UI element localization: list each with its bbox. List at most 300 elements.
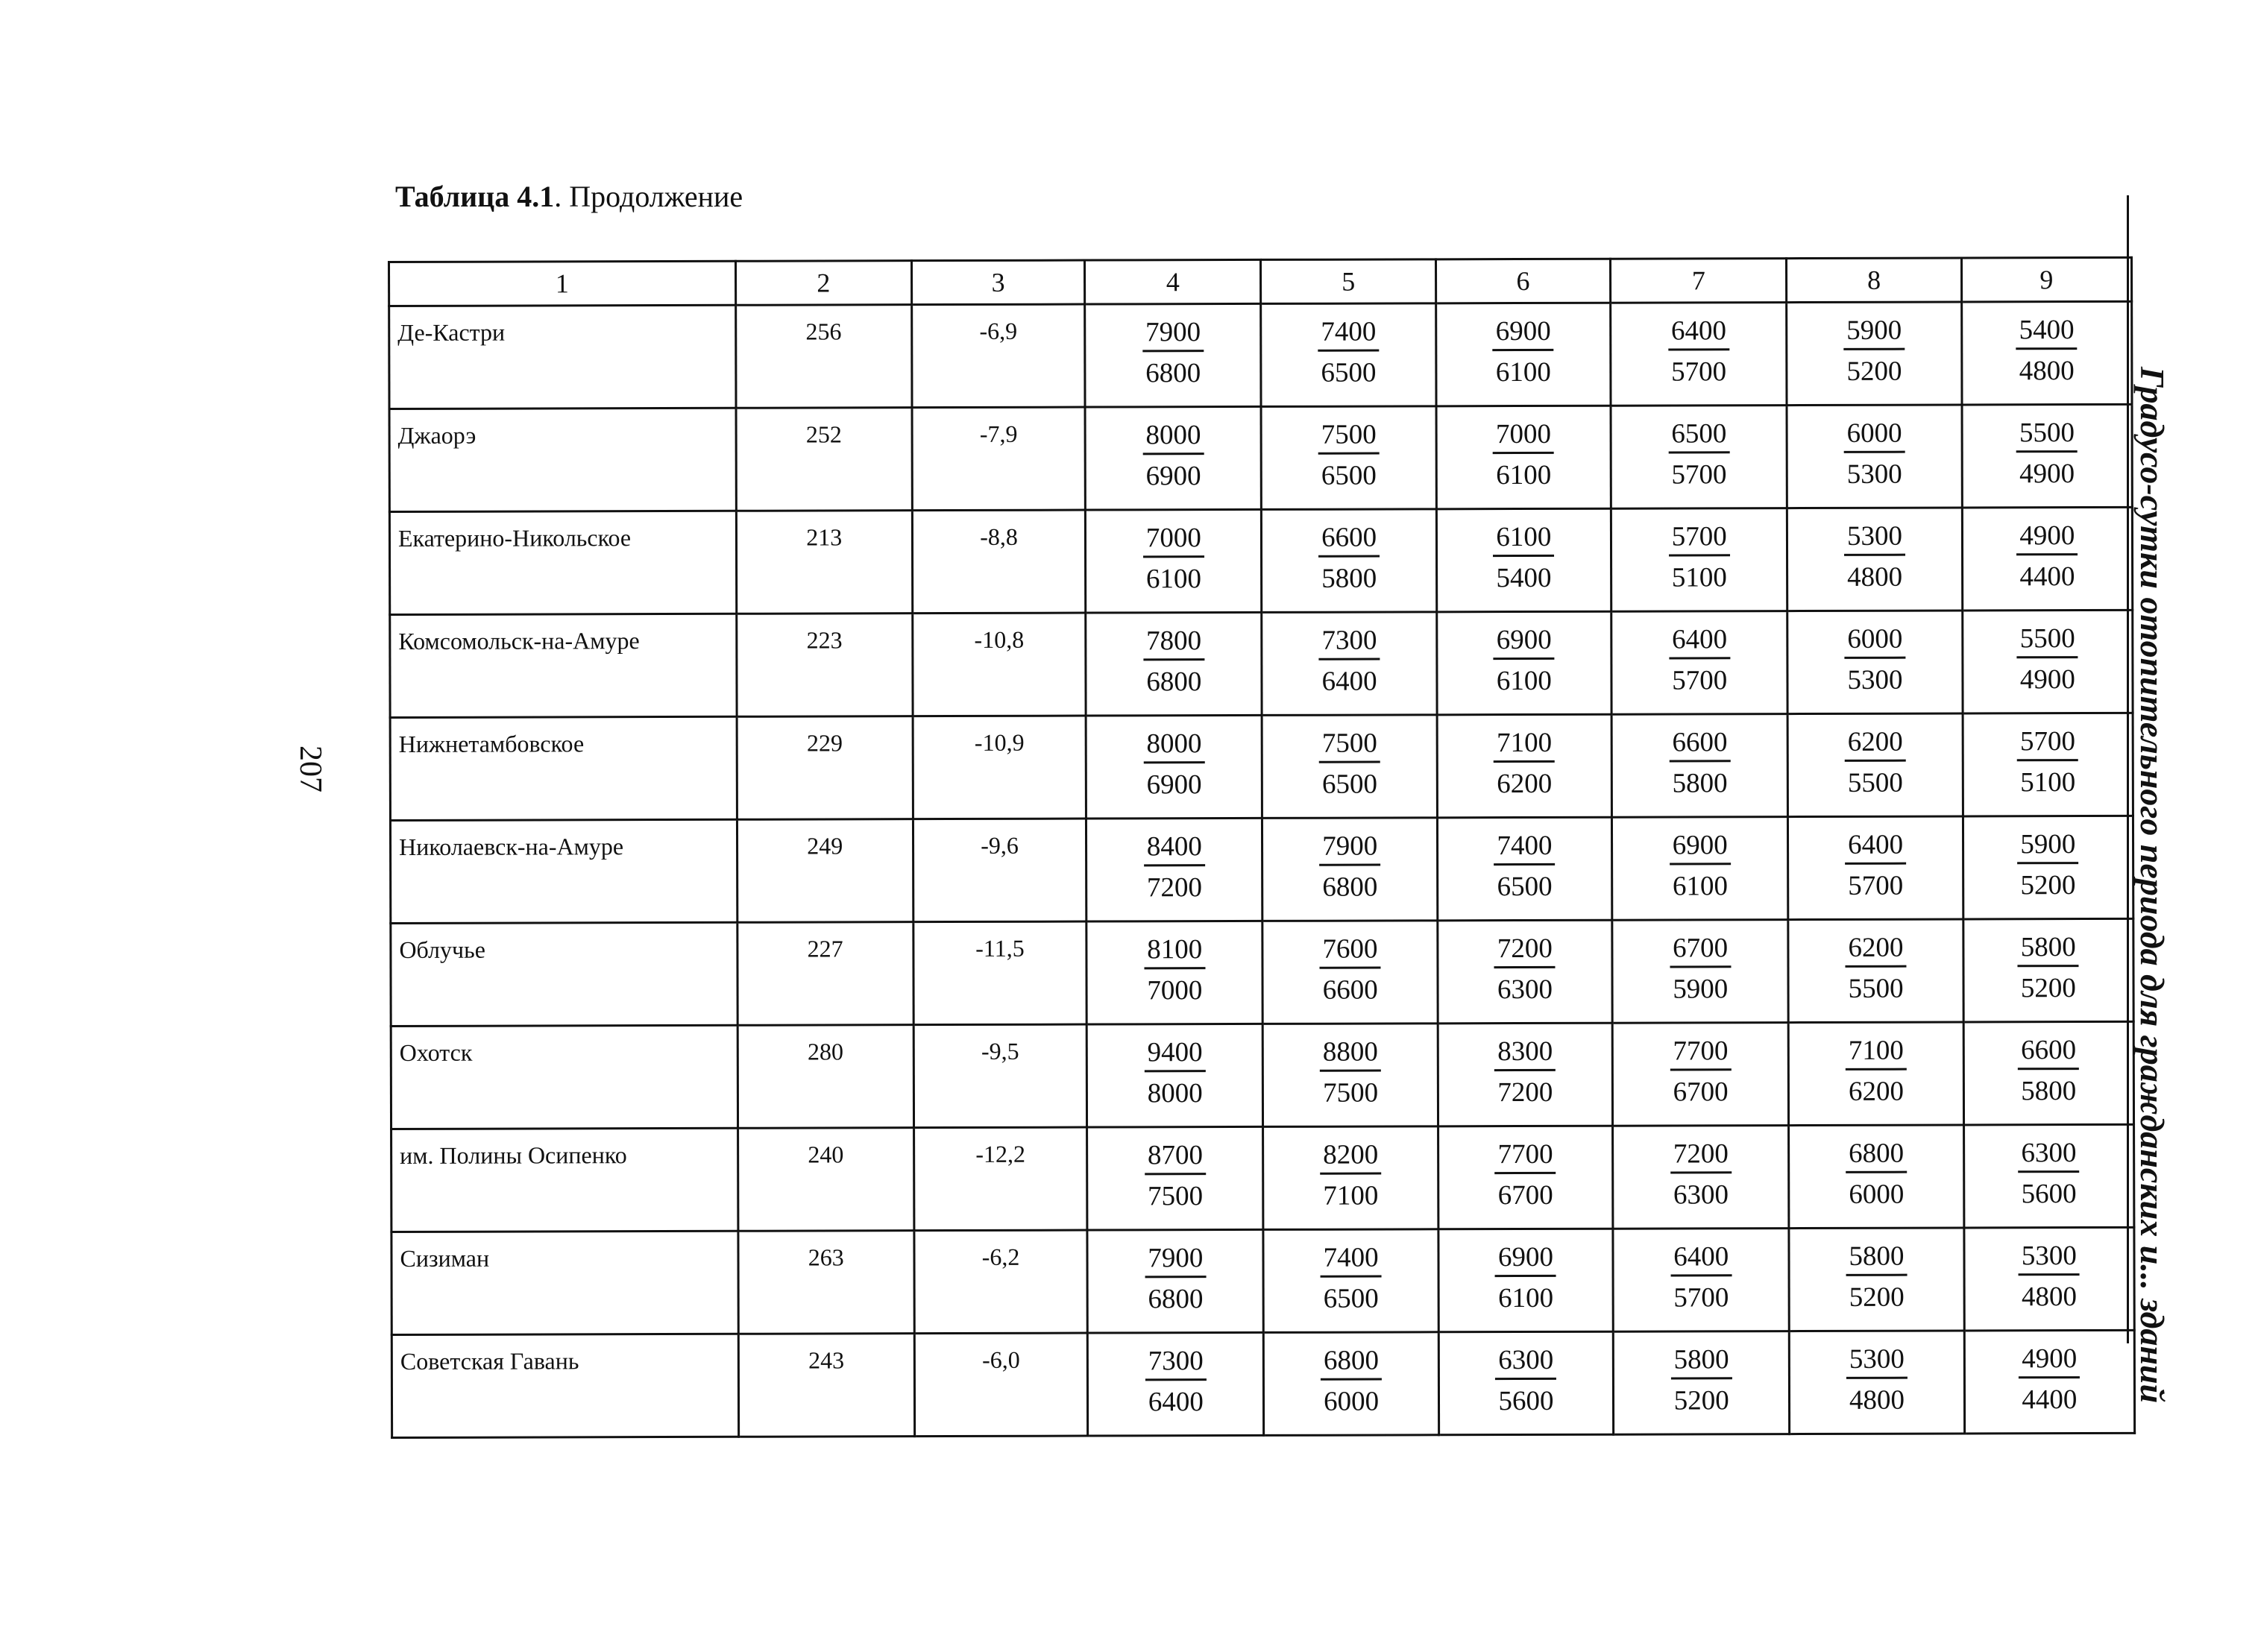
fraction-denominator: 5100 (2020, 767, 2076, 798)
fraction (1846, 1137, 1907, 1212)
degree-days-cell (1438, 1229, 1614, 1332)
degree-days-cell (1962, 507, 2133, 611)
fraction (1669, 622, 1730, 698)
fraction (1669, 725, 1730, 801)
temperature-cell: -6,2 (914, 1230, 1088, 1334)
column-header-7: 7 (1611, 259, 1787, 303)
degree-days-cell (1436, 508, 1611, 612)
fraction (1320, 1035, 1381, 1111)
fraction-numerator: 8800 (1320, 1035, 1381, 1072)
degree-days-cell (1263, 1126, 1438, 1230)
degree-days-cell (1961, 301, 2132, 405)
duration-cell: 213 (736, 511, 913, 614)
fraction (1845, 931, 1906, 1006)
settlement-name: им. Полины Осипенко (391, 1128, 738, 1232)
fraction-numerator: 5300 (1844, 520, 1905, 556)
fraction (2017, 827, 2078, 903)
table-header-row (389, 257, 2132, 306)
fraction (1670, 1034, 1731, 1109)
fraction-denominator: 5100 (1671, 562, 1727, 593)
column-header-9: 9 (1961, 257, 2131, 302)
fraction-denominator: 6500 (1321, 357, 1377, 388)
table-row (389, 404, 2132, 511)
fraction-numerator: 5400 (2016, 313, 2078, 350)
fraction-numerator: 9400 (1145, 1035, 1206, 1072)
fraction (2016, 519, 2078, 594)
fraction-numerator: 7400 (1318, 315, 1379, 352)
fraction-numerator: 6100 (1493, 520, 1554, 557)
degree-days-cell (1963, 1124, 2134, 1228)
settlement-name: Джаорэ (389, 408, 736, 511)
table-body (389, 257, 2135, 1437)
degree-days-cell (1787, 302, 1962, 406)
settlement-name: Советская Гавань (391, 1334, 738, 1437)
fraction-denominator: 7500 (1148, 1181, 1204, 1212)
degree-days-cell (1435, 303, 1611, 406)
fraction-numerator: 6800 (1846, 1137, 1907, 1173)
fraction-denominator: 6900 (1146, 769, 1202, 801)
fraction (1495, 1240, 1556, 1316)
fraction-numerator: 7700 (1670, 1034, 1731, 1071)
fraction (1845, 828, 1906, 904)
fraction-denominator: 6100 (1495, 356, 1551, 388)
duration-cell: 243 (738, 1334, 915, 1437)
fraction-numerator: 7200 (1670, 1137, 1732, 1173)
fraction-denominator: 7500 (1322, 1077, 1379, 1109)
fraction (1145, 1035, 1206, 1111)
fraction (2019, 1239, 2080, 1314)
fraction-denominator: 6800 (1146, 666, 1202, 698)
duration-cell: 263 (737, 1231, 914, 1334)
degree-days-cell (1086, 1024, 1263, 1127)
temperature-cell: -10,9 (913, 716, 1086, 819)
fraction-denominator: 4400 (2022, 1384, 2078, 1416)
settlement-name: Нижнетамбовское (390, 716, 737, 820)
fraction-denominator: 7100 (1323, 1180, 1379, 1211)
degree-days-cell (1611, 508, 1787, 612)
fraction (1145, 1241, 1206, 1317)
degree-days-cell (1438, 1331, 1614, 1435)
table-caption (395, 179, 743, 214)
fraction-denominator: 6300 (1673, 1179, 1729, 1211)
degree-days-cell (1612, 920, 1789, 1024)
fraction-numerator: 7900 (1319, 830, 1380, 866)
fraction-numerator: 6300 (1495, 1343, 1556, 1380)
fraction-numerator: 6800 (1321, 1344, 1382, 1381)
fraction (1494, 829, 1555, 904)
degree-days-cell (1087, 1126, 1264, 1230)
fraction-denominator: 7200 (1497, 1076, 1553, 1109)
degree-days-cell (1438, 920, 1613, 1024)
fraction-denominator: 6600 (1322, 974, 1378, 1006)
fraction-numerator: 6900 (1495, 1240, 1556, 1277)
fraction-denominator: 5700 (1671, 356, 1727, 388)
fraction (1846, 1343, 1908, 1418)
degree-days-cell (1787, 611, 1963, 714)
degree-days-cell (1787, 508, 1963, 611)
degree-days-cell (1963, 1021, 2134, 1125)
fraction-numerator: 7300 (1145, 1344, 1207, 1381)
degree-days-cell (1963, 713, 2133, 816)
fraction-numerator: 5500 (2017, 622, 2078, 658)
fraction-numerator: 6400 (1668, 314, 1729, 350)
degree-days-cell (1963, 816, 2133, 919)
column-header-6: 6 (1435, 259, 1610, 303)
fraction (2017, 622, 2078, 697)
table-row (391, 1227, 2134, 1334)
temperature-cell: -7,9 (912, 407, 1086, 511)
fraction (2017, 725, 2078, 800)
fraction-denominator: 6500 (1497, 871, 1553, 903)
fraction-numerator: 6400 (1845, 828, 1906, 865)
fraction-numerator: 7900 (1145, 1241, 1206, 1278)
fraction-numerator: 6200 (1845, 725, 1906, 762)
degree-days-cell (1789, 1125, 1964, 1229)
fraction-denominator: 4900 (2019, 458, 2075, 490)
degree-days-cell (1789, 1228, 1964, 1331)
duration-cell: 280 (737, 1025, 914, 1129)
degree-days-cell (1086, 818, 1263, 921)
fraction (1319, 933, 1380, 1008)
fraction (1846, 1034, 1907, 1109)
fraction (1844, 622, 1905, 698)
fraction-numerator: 5900 (2017, 827, 2078, 864)
degree-days-cell (1963, 918, 2133, 1022)
fraction-numerator: 7200 (1494, 932, 1556, 968)
fraction-denominator: 6100 (1496, 459, 1552, 491)
fraction-numerator: 5800 (2018, 930, 2079, 967)
fraction-numerator: 6000 (1844, 622, 1905, 659)
fraction-denominator: 6000 (1849, 1179, 1905, 1210)
table-caption-number: Таблица 4.1 (395, 180, 555, 213)
fraction-denominator: 4900 (2019, 664, 2075, 696)
fraction-denominator: 5800 (1672, 768, 1728, 799)
temperature-cell: -12,2 (913, 1127, 1087, 1231)
fraction-numerator: 7100 (1846, 1034, 1907, 1071)
degree-days-cell (1263, 1229, 1438, 1333)
column-header-4: 4 (1085, 259, 1261, 304)
fraction-numerator: 7600 (1319, 933, 1380, 969)
fraction (1318, 418, 1380, 494)
fraction (1318, 624, 1380, 699)
degree-days-cell (1788, 816, 1963, 920)
degree-days-cell (1613, 1331, 1790, 1435)
fraction (1670, 828, 1731, 904)
fraction (1494, 726, 1555, 801)
degree-days-cell (1262, 921, 1438, 1024)
degree-days-cell (1962, 610, 2133, 713)
fraction-denominator: 6100 (1672, 871, 1728, 902)
duration-cell: 240 (737, 1128, 914, 1232)
table-row (390, 816, 2133, 923)
temperature-cell: -10,8 (913, 613, 1086, 716)
data-table (388, 256, 2136, 1439)
degree-days-cell (1087, 1229, 1264, 1333)
fraction (1846, 1240, 1907, 1315)
fraction-denominator: 5700 (1673, 1282, 1729, 1314)
fraction (1321, 1344, 1382, 1419)
degree-days-cell (1437, 714, 1612, 818)
degree-days-cell (1087, 1332, 1264, 1436)
fraction-denominator: 6900 (1145, 461, 1201, 492)
running-head-text: Градусо-сутки отопительного периода для гражданских и... зданий (2133, 367, 2171, 1404)
settlement-name: Екатерино-Никольское (389, 511, 736, 614)
fraction (1493, 315, 1554, 390)
fraction (1494, 1138, 1556, 1213)
fraction-denominator: 6100 (1496, 665, 1552, 697)
fraction (1670, 1240, 1732, 1315)
fraction-numerator: 5300 (2019, 1239, 2080, 1276)
table-row (391, 1021, 2133, 1129)
fraction-denominator: 6800 (1145, 358, 1201, 389)
degree-days-cell (1787, 405, 1962, 508)
fraction-denominator: 5700 (1672, 665, 1728, 696)
fraction-numerator: 5700 (1669, 520, 1730, 556)
fraction-numerator: 7300 (1318, 624, 1380, 661)
degree-days-cell (1437, 817, 1612, 921)
fraction-numerator: 6600 (1318, 521, 1380, 558)
fraction-numerator: 4900 (2016, 519, 2078, 555)
fraction-numerator: 8000 (1143, 727, 1204, 763)
fraction-numerator: 6400 (1669, 622, 1730, 659)
fraction-numerator: 8200 (1320, 1138, 1381, 1175)
fraction-numerator: 7500 (1319, 727, 1380, 763)
degree-days-cell (1086, 921, 1263, 1024)
fraction (1143, 521, 1204, 596)
fraction-denominator: 5500 (1848, 973, 1904, 1004)
fraction-denominator: 4800 (2019, 356, 2075, 387)
degree-days-cell (1085, 406, 1262, 510)
fraction-denominator: 6700 (1673, 1076, 1729, 1108)
fraction-numerator: 7100 (1494, 726, 1555, 763)
degree-days-cell (1613, 1126, 1790, 1229)
fraction (1145, 1344, 1207, 1419)
fraction (1668, 314, 1729, 389)
fraction-denominator: 6500 (1323, 1283, 1379, 1314)
settlement-name: Николаевск-на-Амуре (390, 819, 737, 923)
fraction (1493, 520, 1554, 596)
table-row (390, 713, 2133, 820)
fraction-denominator: 6500 (1321, 460, 1377, 491)
fraction-denominator: 5200 (1846, 356, 1902, 387)
fraction (2016, 416, 2078, 491)
fraction (1144, 830, 1205, 905)
degree-days-cell (1613, 1229, 1790, 1332)
fraction (1844, 417, 1905, 492)
column-header-2: 2 (735, 261, 911, 306)
fraction-denominator: 6700 (1497, 1179, 1553, 1211)
fraction (1318, 521, 1380, 596)
fraction-numerator: 6500 (1668, 417, 1729, 453)
duration-cell: 223 (736, 614, 913, 717)
degree-days-cell (1437, 611, 1612, 715)
degree-days-cell (1611, 611, 1788, 715)
fraction-numerator: 5300 (1846, 1343, 1908, 1379)
settlement-name: Облучье (391, 922, 737, 1026)
fraction-numerator: 7500 (1318, 418, 1380, 455)
fraction-denominator: 6000 (1324, 1386, 1380, 1417)
fraction-denominator: 7200 (1146, 872, 1203, 904)
degree-days-cell (1264, 1332, 1439, 1436)
fraction-denominator: 4800 (1849, 1384, 1905, 1416)
column-header-5: 5 (1261, 259, 1435, 304)
fraction (1319, 830, 1380, 905)
degree-days-cell (1261, 406, 1436, 510)
fraction-numerator: 7700 (1494, 1138, 1556, 1174)
fraction (1319, 727, 1380, 802)
fraction (1670, 931, 1731, 1006)
degree-days-cell (1263, 1024, 1438, 1127)
fraction-denominator: 5400 (1496, 562, 1552, 594)
duration-cell: 249 (737, 819, 913, 923)
fraction-denominator: 6200 (1848, 1076, 1904, 1107)
fraction-denominator: 6800 (1322, 871, 1378, 903)
fraction-numerator: 8100 (1144, 933, 1205, 969)
temperature-cell: -11,5 (913, 921, 1087, 1025)
degree-days-cell (1787, 713, 1963, 817)
duration-cell: 256 (735, 305, 912, 409)
fraction-numerator: 5900 (1843, 314, 1905, 350)
fraction-denominator: 4800 (1847, 561, 1903, 593)
fraction-denominator: 6800 (1148, 1284, 1204, 1315)
temperature-cell: -8,8 (912, 510, 1086, 614)
table-caption-suffix: . Продолжение (554, 180, 743, 213)
degree-days-cell (1964, 1227, 2135, 1331)
fraction (1144, 933, 1205, 1008)
fraction-denominator: 6100 (1145, 564, 1201, 595)
fraction (2018, 930, 2079, 1006)
fraction-denominator: 5300 (1847, 664, 1903, 696)
column-header-1: 1 (389, 261, 736, 306)
fraction-denominator: 5200 (1673, 1385, 1729, 1416)
fraction-denominator: 5500 (1847, 767, 1903, 798)
fraction-numerator: 8000 (1142, 418, 1204, 455)
fraction-numerator: 5800 (1846, 1240, 1907, 1276)
page-number: 207 (293, 745, 327, 792)
degree-days-cell (1262, 509, 1437, 613)
fraction-numerator: 6900 (1494, 623, 1555, 660)
fraction (1142, 418, 1204, 494)
settlement-name: Де-Кастри (389, 305, 736, 409)
fraction-numerator: 8300 (1494, 1035, 1556, 1071)
fraction-denominator: 4800 (2021, 1281, 2078, 1313)
table-row (390, 610, 2133, 717)
fraction-numerator: 7000 (1143, 521, 1204, 558)
table-row (389, 301, 2132, 409)
fraction (1669, 520, 1730, 595)
fraction-denominator: 5200 (2020, 973, 2076, 1004)
fraction-denominator: 5700 (1848, 870, 1904, 901)
degree-days-cell (1438, 1126, 1613, 1229)
fraction-denominator: 6500 (1321, 769, 1378, 800)
fraction-numerator: 7400 (1494, 829, 1555, 866)
fraction (2018, 1033, 2079, 1109)
fraction-numerator: 6700 (1670, 931, 1731, 968)
fraction (1494, 1035, 1556, 1110)
degree-days-cell (1611, 714, 1788, 818)
fraction-numerator: 6900 (1493, 315, 1554, 351)
fraction (1668, 417, 1729, 492)
fraction-denominator: 5800 (2021, 1076, 2077, 1107)
fraction (1844, 520, 1905, 595)
degree-days-cell (1086, 612, 1262, 716)
table-row (391, 1330, 2134, 1437)
fraction-denominator: 4400 (2019, 561, 2075, 593)
duration-cell: 229 (737, 716, 913, 820)
fraction-numerator: 8400 (1144, 830, 1205, 866)
degree-days-cell (1262, 612, 1437, 716)
column-header-8: 8 (1787, 258, 1961, 303)
degree-days-cell (1436, 406, 1611, 509)
fraction (2016, 313, 2078, 388)
fraction (1494, 932, 1556, 1007)
degree-days-cell (1438, 1023, 1613, 1126)
temperature-cell: -9,5 (913, 1024, 1087, 1128)
fraction-numerator: 7000 (1493, 417, 1554, 454)
temperature-cell: -6,9 (912, 304, 1086, 408)
degree-days-cell (1612, 1023, 1789, 1126)
degree-days-cell (1611, 406, 1787, 509)
table-row (391, 1124, 2134, 1232)
duration-cell: 227 (737, 922, 913, 1026)
fraction-denominator: 6400 (1148, 1387, 1204, 1418)
fraction-denominator: 5200 (1849, 1281, 1905, 1313)
fraction (1494, 623, 1555, 699)
fraction-numerator: 6600 (2018, 1033, 2079, 1070)
fraction-denominator: 5600 (2021, 1179, 2077, 1210)
fraction-numerator: 6000 (1844, 417, 1905, 453)
duration-cell: 252 (736, 408, 913, 511)
fraction (2018, 1136, 2079, 1211)
temperature-cell: -9,6 (913, 819, 1086, 922)
fraction-numerator: 6300 (2018, 1136, 2079, 1173)
fraction-denominator: 5700 (1671, 459, 1727, 491)
fraction (1843, 314, 1905, 389)
fraction (1320, 1138, 1381, 1214)
degree-days-cell (1262, 715, 1438, 819)
degree-days-cell (1790, 1331, 1965, 1434)
degree-days-cell (1261, 303, 1436, 407)
fraction (1145, 1138, 1206, 1214)
fraction (1318, 315, 1379, 391)
degree-days-cell (1612, 817, 1789, 921)
table-row (391, 918, 2133, 1026)
fraction-denominator: 5300 (1846, 458, 1902, 490)
degree-days-cell (1086, 715, 1262, 819)
fraction-numerator: 5800 (1671, 1343, 1732, 1379)
degree-days-cell (1964, 1330, 2135, 1434)
fraction-denominator: 8000 (1147, 1078, 1203, 1109)
settlement-name: Комсомольск-на-Амуре (390, 614, 737, 717)
fraction (1495, 1343, 1556, 1419)
fraction-denominator: 6100 (1498, 1282, 1554, 1314)
column-header-3: 3 (911, 260, 1084, 305)
fraction-numerator: 6400 (1670, 1240, 1732, 1276)
fraction (1143, 624, 1204, 699)
fraction-numerator: 7400 (1321, 1241, 1382, 1278)
fraction-numerator: 6600 (1669, 725, 1730, 762)
fraction-numerator: 6900 (1670, 828, 1731, 865)
fraction-denominator: 6300 (1497, 974, 1553, 1006)
fraction-denominator: 5200 (2020, 870, 2076, 901)
fraction-denominator: 6400 (1321, 666, 1377, 697)
fraction-numerator: 8700 (1145, 1138, 1206, 1175)
degree-days-cell (1788, 919, 1963, 1023)
degree-days-cell (1262, 818, 1438, 921)
fraction-denominator: 5800 (1321, 563, 1377, 594)
fraction (1142, 315, 1204, 391)
fraction (1143, 727, 1204, 802)
